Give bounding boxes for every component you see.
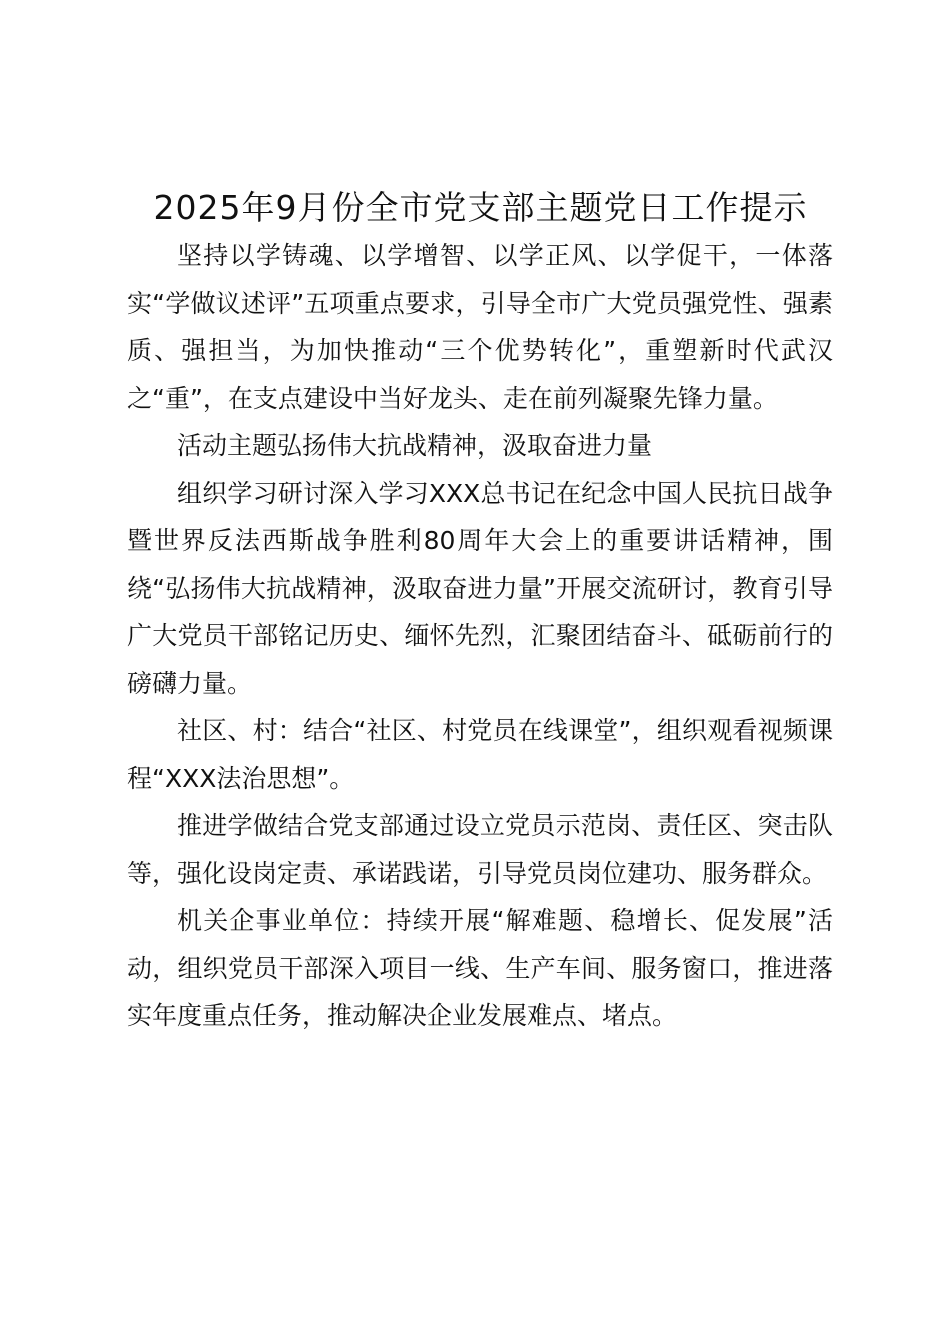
paragraph-institutions: 机关企事业单位：持续开展“解难题、稳增长、促发展”活动，组织党员干部深入项目一线、生产车间、服务窗口，推进落实年度重点任务，推动解决企业发展难点、堵点。 (127, 906, 833, 1030)
paragraph-activity-theme: 活动主题弘扬伟大抗战精神，汲取奋进力量 (177, 431, 653, 460)
document-title: 2025年9月份全市党支部主题党日工作提示 (153, 188, 808, 227)
paragraph-community-village: 社区、村：结合“社区、村党员在线课堂”，组织观看视频课程“XXX法治思想”。 (127, 716, 833, 793)
paragraph-intro: 坚持以学铸魂、以学增智、以学正风、以学促干，一体落实“学做议述评”五项重点要求，引导全市广大党员强党性、强素质、强担当，为加快推动“三个优势转化”，重塑新时代武汉之“重”，在支点建设中当好龙头、走在前列凝聚先锋力量。 (127, 241, 833, 413)
paragraph-study-discussion: 组织学习研讨深入学习XXX总书记在纪念中国人民抗日战争暨世界反法西斯战争胜利80周年大会上的重要讲话精神，围绕“弘扬伟大抗战精神，汲取奋进力量”开展交流研讨，教育引导广大党员干部铭记历史、缅怀先烈，汇聚团结奋斗、砥砺前行的磅礴力量。 (127, 478, 833, 698)
paragraph-study-practice: 推进学做结合党支部通过设立党员示范岗、责任区、突击队等，强化设岗定责、承诺践诺，引导党员岗位建功、服务群众。 (127, 811, 833, 888)
document-body (127, 232, 833, 1040)
